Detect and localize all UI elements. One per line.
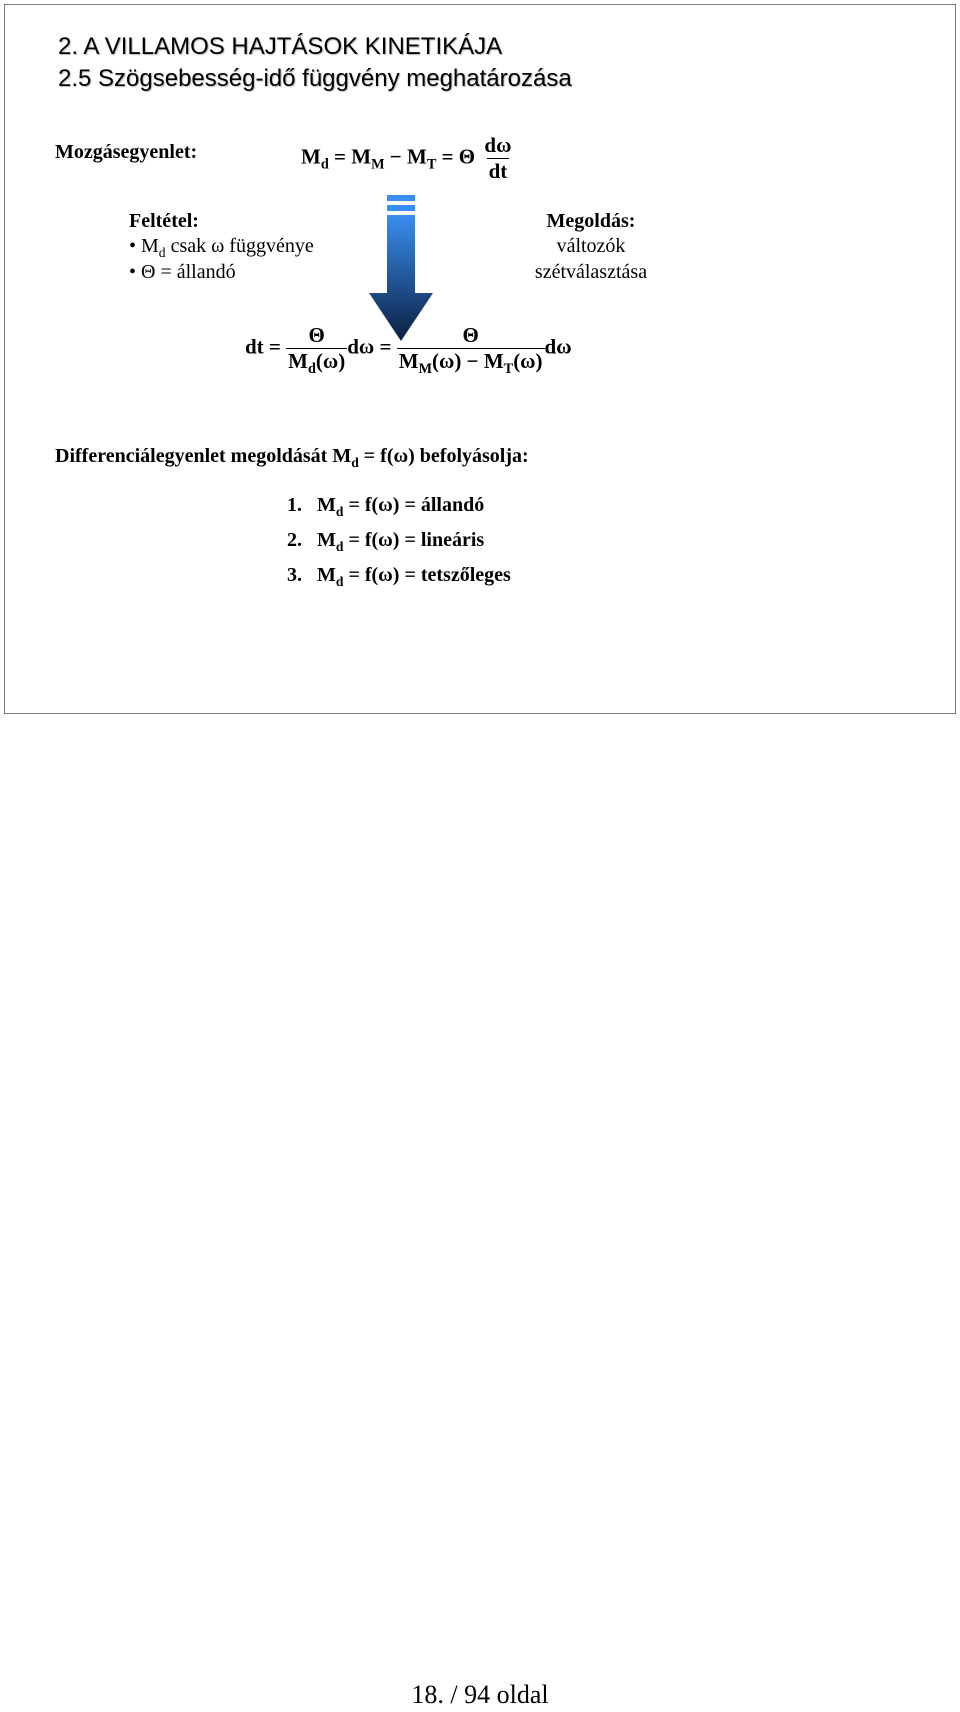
solution-line-2: szétválasztása <box>534 261 648 283</box>
chapter-title: 2. A VILLAMOS HAJTÁSOK KINETIKÁJA <box>58 33 503 60</box>
separated-equation: dt = $\frac{\Theta}{M_d(\omega)}$ dω = $\frac{\Theta}{M_M(\omega) - M_T(\omega)}$ dω <box>245 323 572 377</box>
fraction-2: $\frac{\Theta}{M_M(\omega) - M_T(\omega)}$ <box>398 323 543 377</box>
condition-bullet-1: • $M_d$ csak ω függvénye <box>129 235 314 260</box>
condition-title: Feltétel: <box>129 210 199 232</box>
case-item-3: 3. $M_d = f(\omega)$ = tetszőleges <box>287 564 511 589</box>
slide-frame <box>4 4 956 714</box>
solution-line-1: változók <box>556 235 626 257</box>
case-item-1: 1. $M_d = f(\omega)$ = állandó <box>287 494 485 519</box>
case-item-2: 2. $M_d = f(\omega)$ = lineáris <box>287 529 485 554</box>
section-title: 2.5 Szögsebesség-idő függvény meghatározása <box>58 65 572 92</box>
motion-equation-label: Mozgásegyenlet: <box>55 141 198 163</box>
differential-statement: Differenciálegyenlet megoldását $M_d = f(\omega)$ befolyásolja: <box>55 445 529 470</box>
motion-equation-fraction: $\frac{d\omega}{dt}$ <box>484 133 512 183</box>
fraction-1: $\frac{\Theta}{M_d(\omega)}$ <box>288 323 346 377</box>
page-number: 18. / 94 oldal <box>411 1680 549 1709</box>
condition-bullet-2: • Θ = állandó <box>129 261 236 283</box>
solution-title: Megoldás: <box>546 210 636 232</box>
motion-equation: $M_d = M_M - M_T = \Theta$ $\frac{d\omega}{dt}$ <box>301 133 512 183</box>
